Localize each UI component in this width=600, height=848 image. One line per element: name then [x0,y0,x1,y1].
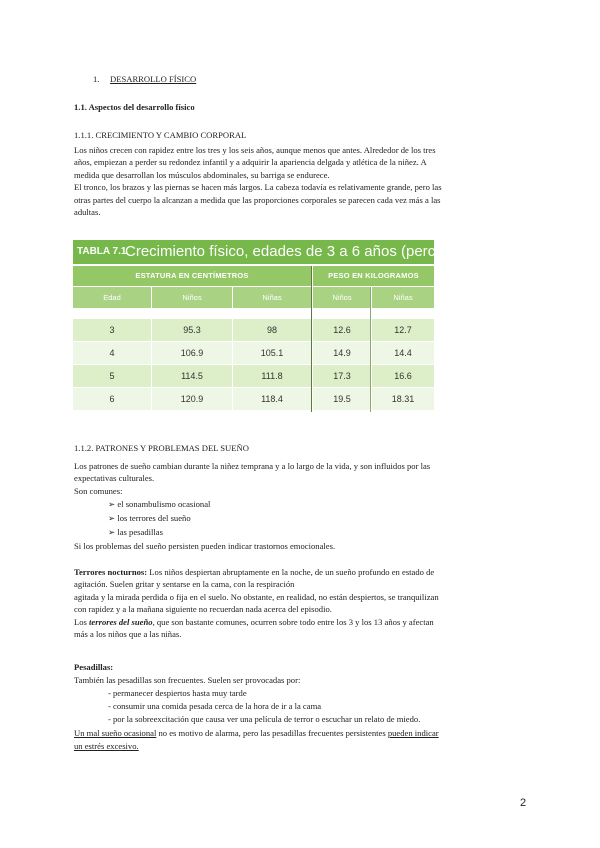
growth-line: otras partes del cuerpo la alcanzan a medida que las proporciones corporales se parecen cada vez más a las [74,194,441,205]
sleep-paragraph [74,460,528,497]
table-cell: 120.9 [152,388,232,410]
table-cell: 114.5 [152,365,232,387]
table-cell: 17.3 [313,365,371,387]
conclusion-underlined: Un mal sueño ocasional [74,728,157,738]
subsection-sleep-title: 1.1.2. PATRONES Y PROBLEMAS DEL SUEÑO [74,443,249,453]
column-header: Niñas [233,287,311,308]
list-item: ➢ los terrores del sueño [108,513,191,523]
table-cell: 4 [73,342,151,364]
table-cell: 12.7 [372,319,434,341]
table-cell: 18.31 [372,388,434,410]
column-header: Niños [313,287,371,308]
nightmares-conclusion [74,727,534,739]
table-divider [311,266,312,412]
table-cell: 106.9 [152,342,232,364]
table-cell: 3 [73,319,151,341]
list-item: - permanecer despiertos hasta muy tarde [108,688,247,698]
table-cell: 118.4 [233,388,311,410]
terrors-line: Los [74,616,90,627]
column-header: Niñas [372,287,434,308]
chapter-title: DESARROLLO FÍSICO [110,74,197,84]
sleep-line: expectativas culturales. [74,473,155,484]
group-height-header: ESTATURA EN CENTÍMETROS [73,266,311,286]
table-cell: 14.9 [313,342,371,364]
list-item: - por la sobreexcitación que causa ver una película de terror o escuchar un relato de miedo. [108,714,421,724]
terrors-line: más a los niños que a las niñas. [74,629,182,640]
growth-line: adultas. [74,207,101,218]
list-item: ➢ el sonambulismo ocasional [108,499,211,509]
group-weight-header: PESO EN KILOGRAMOS [313,266,434,286]
table-cell: 14.4 [372,342,434,364]
table-label: TABLA 7.1 [77,246,127,257]
conclusion-underlined: un estrés excesivo. [74,741,139,751]
nightmares-intro: También las pesadillas son frecuentes. Suelen ser provocadas por: [74,675,301,685]
terrors-line: con rapidez y a la mañana siguiente no recuerdan nada acerca del episodio. [74,604,332,615]
column-header: Edad [73,287,151,308]
terrors-line: agitada y la mirada perdida o fija en el suelo. No obstante, en realidad, no están despiertos, se tranquilizan [74,591,439,602]
table-cell: 98 [233,319,311,341]
persist-text: Si los problemas del sueño persisten pueden indicar trastornos emocionales. [74,541,336,551]
growth-line: El tronco, los brazos y las piernas se hacen más largos. La cabeza todavía es relativamente grande, pero las [74,182,442,193]
table-cell: 19.5 [313,388,371,410]
growth-table [73,240,495,412]
nightmares-label: Pesadillas: [74,662,114,672]
table-title-bar [73,240,495,264]
terrors-label: Terrores nocturnos: [74,567,148,577]
list-item: - consumir una comida pesada cerca de la hora de ir a la cama [108,701,322,711]
chapter-number: 1. [93,74,100,84]
table-cell: 95.3 [152,319,232,341]
table-cell: 105.1 [233,342,311,364]
terrors-line: Los niños despiertan abruptamente en la noche, de un sueño profundo en estado de [147,567,435,577]
column-header: Niños [152,287,232,308]
list-item: ➢ las pesadillas [108,527,163,537]
table-cell: 16.6 [372,365,434,387]
growth-line: Los niños crecen con rapidez entre los tres y los seis años, aunque menos que antes. Alrededor de los tres [74,145,436,155]
table-cell: 111.8 [233,365,311,387]
terrors-paragraph [74,566,528,640]
conclusion-text: no es motivo de alarma, pero las pesadillas frecuentes persistentes [156,728,388,738]
table-cell: 6 [73,388,151,410]
page-number: 2 [520,797,527,809]
sleep-line: Los patrones de sueño cambian durante la niñez temprana y a lo largo de la vida, y son influidos por las [74,461,431,471]
growth-line: medida que desarrollan los músculos abdominales, su barriga se endurece. [74,169,330,180]
terrors-line: agitación. Suelen gritar y sentarse en la cama, con la respiración [74,579,295,590]
subsection-growth-title: 1.1.1. CRECIMIENTO Y CAMBIO CORPORAL [74,130,247,140]
terrors-line: , que son bastante comunes, ocurren sobre todo entre los 3 y los 13 años y afectan [152,616,434,627]
common-label: Son comunes: [74,485,123,496]
growth-line: años, empiezan a perder su redondez infantil y a adquirir la apariencia delgada y atlética de la niñez. A [74,157,427,168]
table-cell: 12.6 [313,319,371,341]
terrors-emphasis: terrores del sueño [89,616,153,627]
table-divider [370,287,371,412]
growth-paragraph [74,144,528,218]
table-title: Crecimiento físico, edades de 3 a 6 años (percentil 50°) [125,243,495,260]
section-title: 1.1. Aspectos del desarrollo físico [74,102,195,112]
conclusion-underlined: pueden indicar [387,728,439,738]
table-cell: 5 [73,365,151,387]
